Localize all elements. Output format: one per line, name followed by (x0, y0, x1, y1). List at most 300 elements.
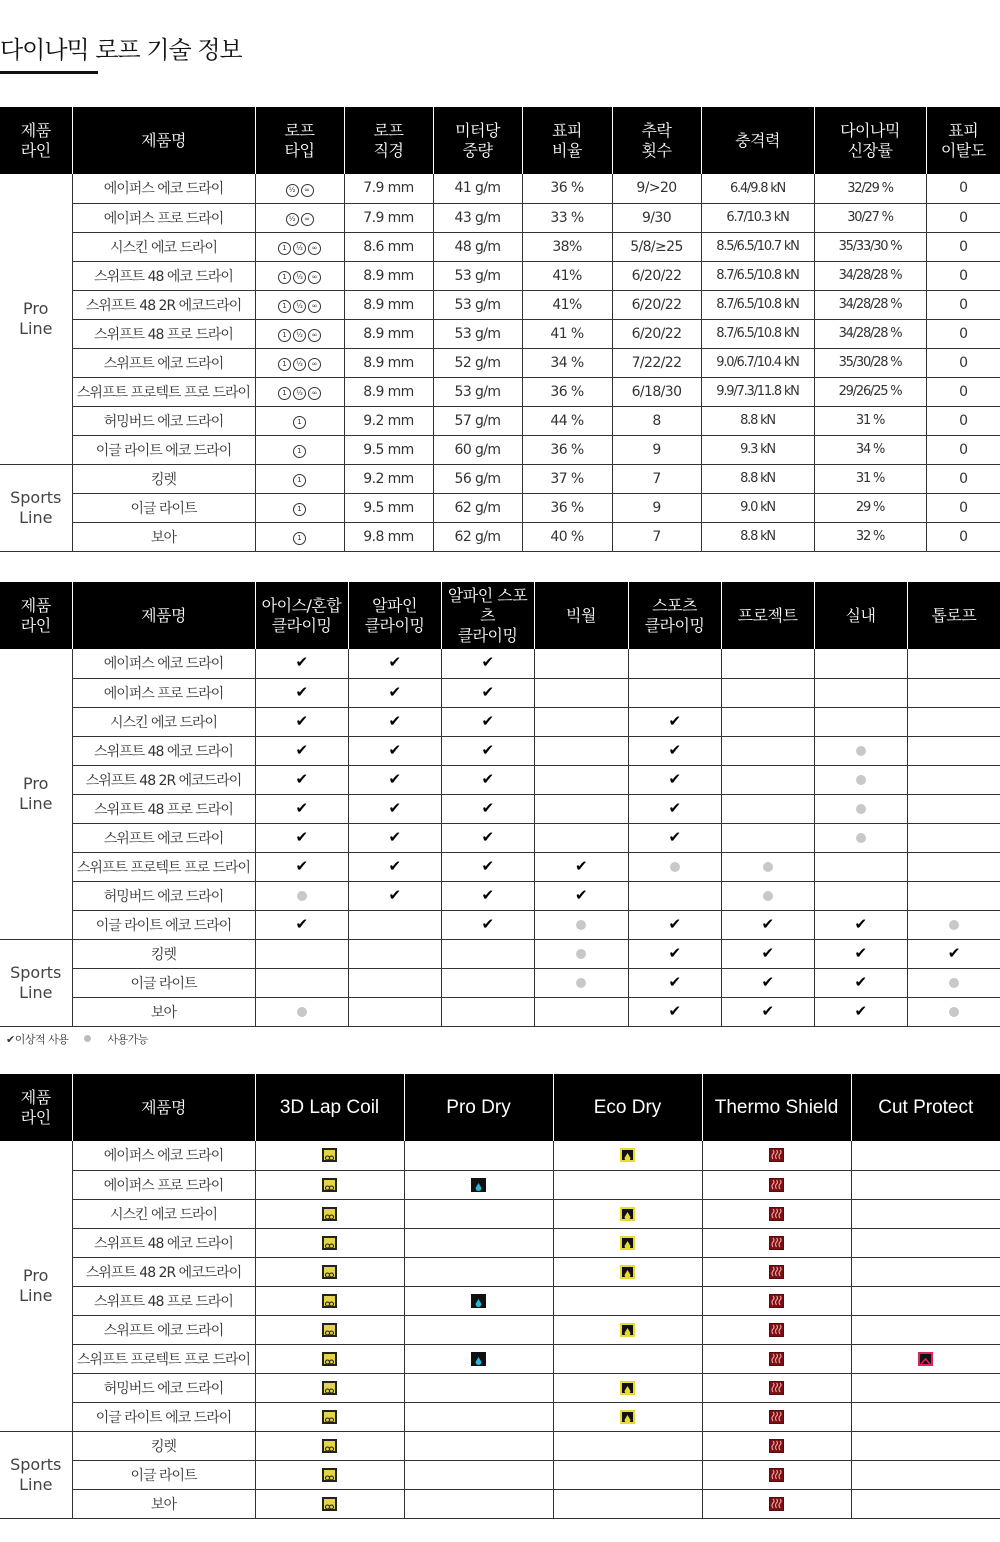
sheath-cell: 38% (522, 232, 612, 261)
check-icon: ✔ (481, 798, 494, 817)
elong-cell: 32/29 % (814, 174, 926, 203)
tech-cell (553, 1402, 702, 1431)
usage-cell (907, 910, 1000, 939)
eco-dry-icon (620, 1410, 635, 1424)
thermo-shield-icon (769, 1497, 784, 1511)
thermo-shield-icon (769, 1178, 784, 1192)
table-row (0, 261, 1000, 290)
3d-lap-coil-icon (322, 1468, 337, 1482)
usage-cell (628, 910, 721, 939)
usage-cell (814, 968, 907, 997)
check-icon: ✔ (481, 914, 494, 933)
usage-cell (628, 968, 721, 997)
3d-lap-coil-icon (322, 1352, 337, 1366)
product-name: 킹렛 (72, 939, 255, 968)
tech-header-row (0, 1074, 1000, 1141)
elong-cell: 34/28/28 % (814, 319, 926, 348)
usage-cell (348, 968, 441, 997)
3d-lap-coil-icon (322, 1265, 337, 1279)
usage-cell (534, 765, 628, 794)
elong-cell: 34/28/28 % (814, 290, 926, 319)
usage-cell (255, 968, 348, 997)
weight-cell: 53 g/m (433, 261, 522, 290)
usage-cell (814, 852, 907, 881)
usage-cell (907, 678, 1000, 707)
usage-cell (814, 881, 907, 910)
usage-cell (721, 736, 814, 765)
usage-header-7: 프로젝트 (721, 582, 814, 649)
product-name: 스위프트 48 에코 드라이 (72, 261, 255, 290)
tech-cell (851, 1199, 1000, 1228)
rope-type-icon: 1 (278, 358, 291, 371)
tech-cell (702, 1402, 851, 1431)
tech-cell (851, 1489, 1000, 1518)
usage-cell (534, 649, 628, 678)
weight-cell: 62 g/m (433, 522, 522, 551)
sheath-cell: 34 % (522, 348, 612, 377)
usage-cell (348, 678, 441, 707)
dot-icon (949, 978, 959, 988)
elong-cell: 34/28/28 % (814, 261, 926, 290)
tech-cell (404, 1170, 553, 1199)
diameter-cell: 8.9 mm (344, 348, 433, 377)
table-row (0, 1373, 1000, 1402)
tech-cell (702, 1489, 851, 1518)
slip-cell: 0 (926, 348, 1000, 377)
check-icon: ✔ (854, 1001, 867, 1020)
tech-header-4: Eco Dry (553, 1074, 702, 1141)
usage-cell (255, 910, 348, 939)
elong-cell: 31 % (814, 406, 926, 435)
slip-cell: 0 (926, 290, 1000, 319)
3d-lap-coil-icon (322, 1178, 337, 1192)
usage-cell (534, 707, 628, 736)
product-name: 시스킨 에코 드라이 (72, 232, 255, 261)
slip-cell: 0 (926, 319, 1000, 348)
usage-cell (534, 794, 628, 823)
check-icon: ✔ (575, 885, 587, 904)
rope-type-icon: 1 (278, 300, 291, 313)
dot-icon (297, 891, 307, 901)
usage-cell (255, 881, 348, 910)
tech-cell (553, 1460, 702, 1489)
spec-table (0, 107, 1000, 552)
tech-cell (553, 1286, 702, 1315)
pro-dry-icon (471, 1294, 486, 1308)
usage-cell (534, 852, 628, 881)
3d-lap-coil-icon (322, 1323, 337, 1337)
rope-type-cell (255, 348, 344, 377)
thermo-shield-icon (769, 1468, 784, 1482)
table-row (0, 1257, 1000, 1286)
dot-icon (576, 949, 586, 959)
usage-cell (721, 649, 814, 678)
usage-cell (348, 707, 441, 736)
specs-header-2: 로프 타입 (255, 107, 344, 174)
elong-cell: 30/27 % (814, 203, 926, 232)
falls-cell: 9 (612, 493, 701, 522)
usage-cell (534, 910, 628, 939)
usage-cell (721, 939, 814, 968)
usage-cell (814, 678, 907, 707)
rope-type-icon: ½ (293, 271, 306, 284)
check-icon: ✔ (947, 943, 960, 962)
usage-cell (721, 707, 814, 736)
rope-type-icon: 1 (278, 329, 291, 342)
usage-cell (441, 852, 534, 881)
weight-cell: 43 g/m (433, 203, 522, 232)
product-name: 스위프트 48 2R 에코드라이 (72, 1257, 255, 1286)
check-icon: ✔ (668, 798, 681, 817)
usage-cell (441, 794, 534, 823)
rope-type-cell (255, 435, 344, 464)
product-name: 스위프트 프로텍트 프로 드라이 (72, 852, 255, 881)
usage-cell (721, 968, 814, 997)
elong-cell: 35/30/28 % (814, 348, 926, 377)
product-name: 스위프트 에코 드라이 (72, 1315, 255, 1344)
falls-cell: 6/20/22 (612, 319, 701, 348)
check-icon: ✔ (575, 856, 587, 875)
thermo-shield-icon (769, 1323, 784, 1337)
tech-cell (404, 1199, 553, 1228)
usage-cell (814, 765, 907, 794)
usage-cell (441, 707, 534, 736)
legend-ideal: ✔이상적 사용 (6, 1033, 69, 1046)
usage-cell (628, 649, 721, 678)
check-icon: ✔ (761, 972, 774, 991)
slip-cell: 0 (926, 406, 1000, 435)
table-row (0, 852, 1000, 881)
impact-cell: 8.7/6.5/10.8 kN (701, 261, 814, 290)
slip-cell: 0 (926, 174, 1000, 203)
check-icon: ✔ (388, 856, 401, 875)
sheath-cell: 44 % (522, 406, 612, 435)
rope-type-icon: ½ (293, 329, 306, 342)
usage-cell (255, 852, 348, 881)
specs-header-4: 미터당 중량 (433, 107, 522, 174)
usage-cell (255, 736, 348, 765)
tech-cell (702, 1228, 851, 1257)
tech-header-0: 제품 라인 (0, 1074, 72, 1141)
rope-type-icon: 1 (293, 474, 306, 487)
usage-cell (348, 765, 441, 794)
falls-cell: 9 (612, 435, 701, 464)
product-name: 스위프트 48 프로 드라이 (72, 319, 255, 348)
tech-cell (404, 1141, 553, 1170)
usage-header-9: 톱로프 (907, 582, 1000, 649)
falls-cell: 9/>20 (612, 174, 701, 203)
rope-type-icon: ½ (293, 300, 306, 313)
product-name: 이글 라이트 에코 드라이 (72, 435, 255, 464)
tech-cell (702, 1344, 851, 1373)
usage-cell (907, 794, 1000, 823)
check-icon: ✔ (295, 769, 308, 788)
product-name: 허밍버드 에코 드라이 (72, 406, 255, 435)
check-icon: ✔ (388, 798, 401, 817)
product-name: 스위프트 에코 드라이 (72, 823, 255, 852)
check-icon: ✔ (481, 885, 494, 904)
weight-cell: 62 g/m (433, 493, 522, 522)
usage-cell (628, 794, 721, 823)
table-row (0, 232, 1000, 261)
thermo-shield-icon (769, 1352, 784, 1366)
eco-dry-icon (620, 1236, 635, 1250)
tech-header-5: Thermo Shield (702, 1074, 851, 1141)
usage-cell (814, 794, 907, 823)
usage-cell (348, 794, 441, 823)
tech-cell (702, 1170, 851, 1199)
diameter-cell: 8.6 mm (344, 232, 433, 261)
usage-cell (441, 736, 534, 765)
sheath-cell: 40 % (522, 522, 612, 551)
dot-icon (576, 920, 586, 930)
tech-cell (553, 1141, 702, 1170)
usage-cell (814, 736, 907, 765)
falls-cell: 6/18/30 (612, 377, 701, 406)
usage-cell (534, 678, 628, 707)
falls-cell: 7 (612, 522, 701, 551)
check-icon: ✔ (295, 856, 308, 875)
impact-cell: 8.8 kN (701, 464, 814, 493)
impact-cell: 8.7/6.5/10.8 kN (701, 290, 814, 319)
check-icon: ✔ (481, 653, 494, 672)
tech-cell (553, 1257, 702, 1286)
thermo-shield-icon (769, 1381, 784, 1395)
usage-cell (907, 852, 1000, 881)
tech-cell (702, 1141, 851, 1170)
product-name: 에이퍼스 프로 드라이 (72, 1170, 255, 1199)
slip-cell: 0 (926, 522, 1000, 551)
rope-type-icon: ½ (286, 213, 299, 226)
tech-cell (851, 1315, 1000, 1344)
check-icon: ✔ (761, 943, 774, 962)
sheath-cell: 41 % (522, 319, 612, 348)
usage-cell (534, 736, 628, 765)
usage-cell (814, 939, 907, 968)
product-name: 보아 (72, 1489, 255, 1518)
usage-cell (628, 765, 721, 794)
usage-header-row (0, 582, 1000, 649)
technology-table (0, 1074, 1000, 1519)
usage-cell (255, 939, 348, 968)
check-icon: ✔ (481, 740, 494, 759)
product-name: 보아 (72, 522, 255, 551)
tech-cell (851, 1257, 1000, 1286)
rope-type-icon: 1 (278, 242, 291, 255)
product-line-cell: Sports Line (0, 1431, 72, 1518)
rope-type-icon: ½ (293, 242, 306, 255)
usage-cell (721, 765, 814, 794)
weight-cell: 41 g/m (433, 174, 522, 203)
product-name: 이글 라이트 (72, 1460, 255, 1489)
check-icon: ✔ (388, 827, 401, 846)
usage-header-8: 실내 (814, 582, 907, 649)
usage-cell (814, 910, 907, 939)
usage-cell (348, 997, 441, 1026)
impact-cell: 9.3 kN (701, 435, 814, 464)
impact-cell: 6.4/9.8 kN (701, 174, 814, 203)
usage-header-4: 알파인 스포츠 클라이밍 (441, 582, 534, 649)
impact-cell: 9.0/6.7/10.4 kN (701, 348, 814, 377)
product-name: 스위프트 프로텍트 프로 드라이 (72, 377, 255, 406)
tech-cell (404, 1315, 553, 1344)
product-name: 에이퍼스 프로 드라이 (72, 678, 255, 707)
page-title: 다이나믹 로프 기술 정보 (0, 36, 242, 64)
title-underline (0, 71, 98, 74)
slip-cell: 0 (926, 261, 1000, 290)
weight-cell: 60 g/m (433, 435, 522, 464)
check-icon: ✔ (481, 682, 494, 701)
table-row (0, 1489, 1000, 1518)
tech-cell (553, 1431, 702, 1460)
product-name: 에이퍼스 에코 드라이 (72, 174, 255, 203)
table-row (0, 881, 1000, 910)
rope-type-icon: 1 (293, 445, 306, 458)
product-name: 이글 라이트 에코 드라이 (72, 1402, 255, 1431)
elong-cell: 35/33/30 % (814, 232, 926, 261)
table-row (0, 1228, 1000, 1257)
slip-cell: 0 (926, 232, 1000, 261)
usage-cell (441, 997, 534, 1026)
slip-cell: 0 (926, 203, 1000, 232)
rope-type-cell (255, 464, 344, 493)
product-name: 허밍버드 에코 드라이 (72, 1373, 255, 1402)
table-row (0, 174, 1000, 203)
dot-icon (856, 775, 866, 785)
product-name: 스위프트 48 에코 드라이 (72, 736, 255, 765)
check-icon: ✔ (295, 914, 308, 933)
weight-cell: 56 g/m (433, 464, 522, 493)
pro-dry-icon (471, 1352, 486, 1366)
diameter-cell: 8.9 mm (344, 261, 433, 290)
elong-cell: 29/26/25 % (814, 377, 926, 406)
table-row (0, 765, 1000, 794)
impact-cell: 9.9/7.3/11.8 kN (701, 377, 814, 406)
sheath-cell: 37 % (522, 464, 612, 493)
tech-cell (255, 1199, 404, 1228)
table-row (0, 435, 1000, 464)
check-icon: ✔ (854, 972, 867, 991)
elong-cell: 31 % (814, 464, 926, 493)
tech-cell (553, 1489, 702, 1518)
eco-dry-icon (620, 1265, 635, 1279)
slip-cell: 0 (926, 493, 1000, 522)
dot-icon (763, 862, 773, 872)
table-row (0, 493, 1000, 522)
check-icon: ✔ (388, 653, 401, 672)
thermo-shield-icon (769, 1265, 784, 1279)
eco-dry-icon (620, 1323, 635, 1337)
tech-cell (255, 1402, 404, 1431)
thermo-shield-icon (769, 1236, 784, 1250)
usage-cell (441, 649, 534, 678)
table-row (0, 736, 1000, 765)
3d-lap-coil-icon (322, 1236, 337, 1250)
check-icon: ✔ (388, 769, 401, 788)
usage-cell (348, 910, 441, 939)
falls-cell: 6/20/22 (612, 261, 701, 290)
rope-type-cell (255, 232, 344, 261)
elong-cell: 32 % (814, 522, 926, 551)
3d-lap-coil-icon (322, 1294, 337, 1308)
rope-type-cell (255, 522, 344, 551)
table-row (0, 1431, 1000, 1460)
usage-cell (255, 765, 348, 794)
falls-cell: 9/30 (612, 203, 701, 232)
diameter-cell: 9.5 mm (344, 435, 433, 464)
usage-cell (534, 823, 628, 852)
usage-cell (721, 794, 814, 823)
table-row (0, 1460, 1000, 1489)
table-row (0, 348, 1000, 377)
usage-cell (721, 997, 814, 1026)
tech-cell (553, 1170, 702, 1199)
table-row (0, 678, 1000, 707)
product-name: 에이퍼스 프로 드라이 (72, 203, 255, 232)
tech-cell (702, 1431, 851, 1460)
check-icon: ✔ (668, 914, 681, 933)
usage-cell (348, 852, 441, 881)
table-row (0, 464, 1000, 493)
falls-cell: 6/20/22 (612, 290, 701, 319)
rope-type-cell (255, 493, 344, 522)
usage-cell (814, 823, 907, 852)
usage-cell (255, 823, 348, 852)
usage-cell (441, 823, 534, 852)
product-line-cell: Pro Line (0, 649, 72, 939)
product-name: 스위프트 48 2R 에코드라이 (72, 290, 255, 319)
dot-icon (576, 978, 586, 988)
product-name: 스위프트 프로텍트 프로 드라이 (72, 1344, 255, 1373)
eco-dry-icon (620, 1207, 635, 1221)
legend-usable: 사용가능 (107, 1033, 148, 1046)
product-name: 스위프트 에코 드라이 (72, 348, 255, 377)
rope-type-icon: ∞ (308, 387, 321, 400)
tech-cell (851, 1228, 1000, 1257)
impact-cell: 6.7/10.3 kN (701, 203, 814, 232)
product-name: 킹렛 (72, 464, 255, 493)
tech-cell (255, 1170, 404, 1199)
rope-type-icon: 1 (278, 387, 291, 400)
specs-header-3: 로프 직경 (344, 107, 433, 174)
diameter-cell: 7.9 mm (344, 203, 433, 232)
usage-cell (907, 736, 1000, 765)
table-row (0, 649, 1000, 678)
product-name: 이글 라이트 (72, 968, 255, 997)
diameter-cell: 7.9 mm (344, 174, 433, 203)
product-name: 이글 라이트 (72, 493, 255, 522)
weight-cell: 53 g/m (433, 377, 522, 406)
usage-cell (907, 881, 1000, 910)
tech-cell (702, 1257, 851, 1286)
tech-cell (404, 1257, 553, 1286)
check-icon: ✔ (295, 653, 308, 672)
weight-cell: 53 g/m (433, 319, 522, 348)
usage-cell (628, 707, 721, 736)
tech-cell (404, 1402, 553, 1431)
dot-icon (763, 891, 773, 901)
sheath-cell: 41% (522, 261, 612, 290)
tech-cell (702, 1315, 851, 1344)
usage-cell (907, 968, 1000, 997)
usage-cell (628, 939, 721, 968)
impact-cell: 8.7/6.5/10.8 kN (701, 319, 814, 348)
sheath-cell: 33 % (522, 203, 612, 232)
usage-cell (255, 794, 348, 823)
thermo-shield-icon (769, 1439, 784, 1453)
sheath-cell: 36 % (522, 435, 612, 464)
sheath-cell: 36 % (522, 493, 612, 522)
